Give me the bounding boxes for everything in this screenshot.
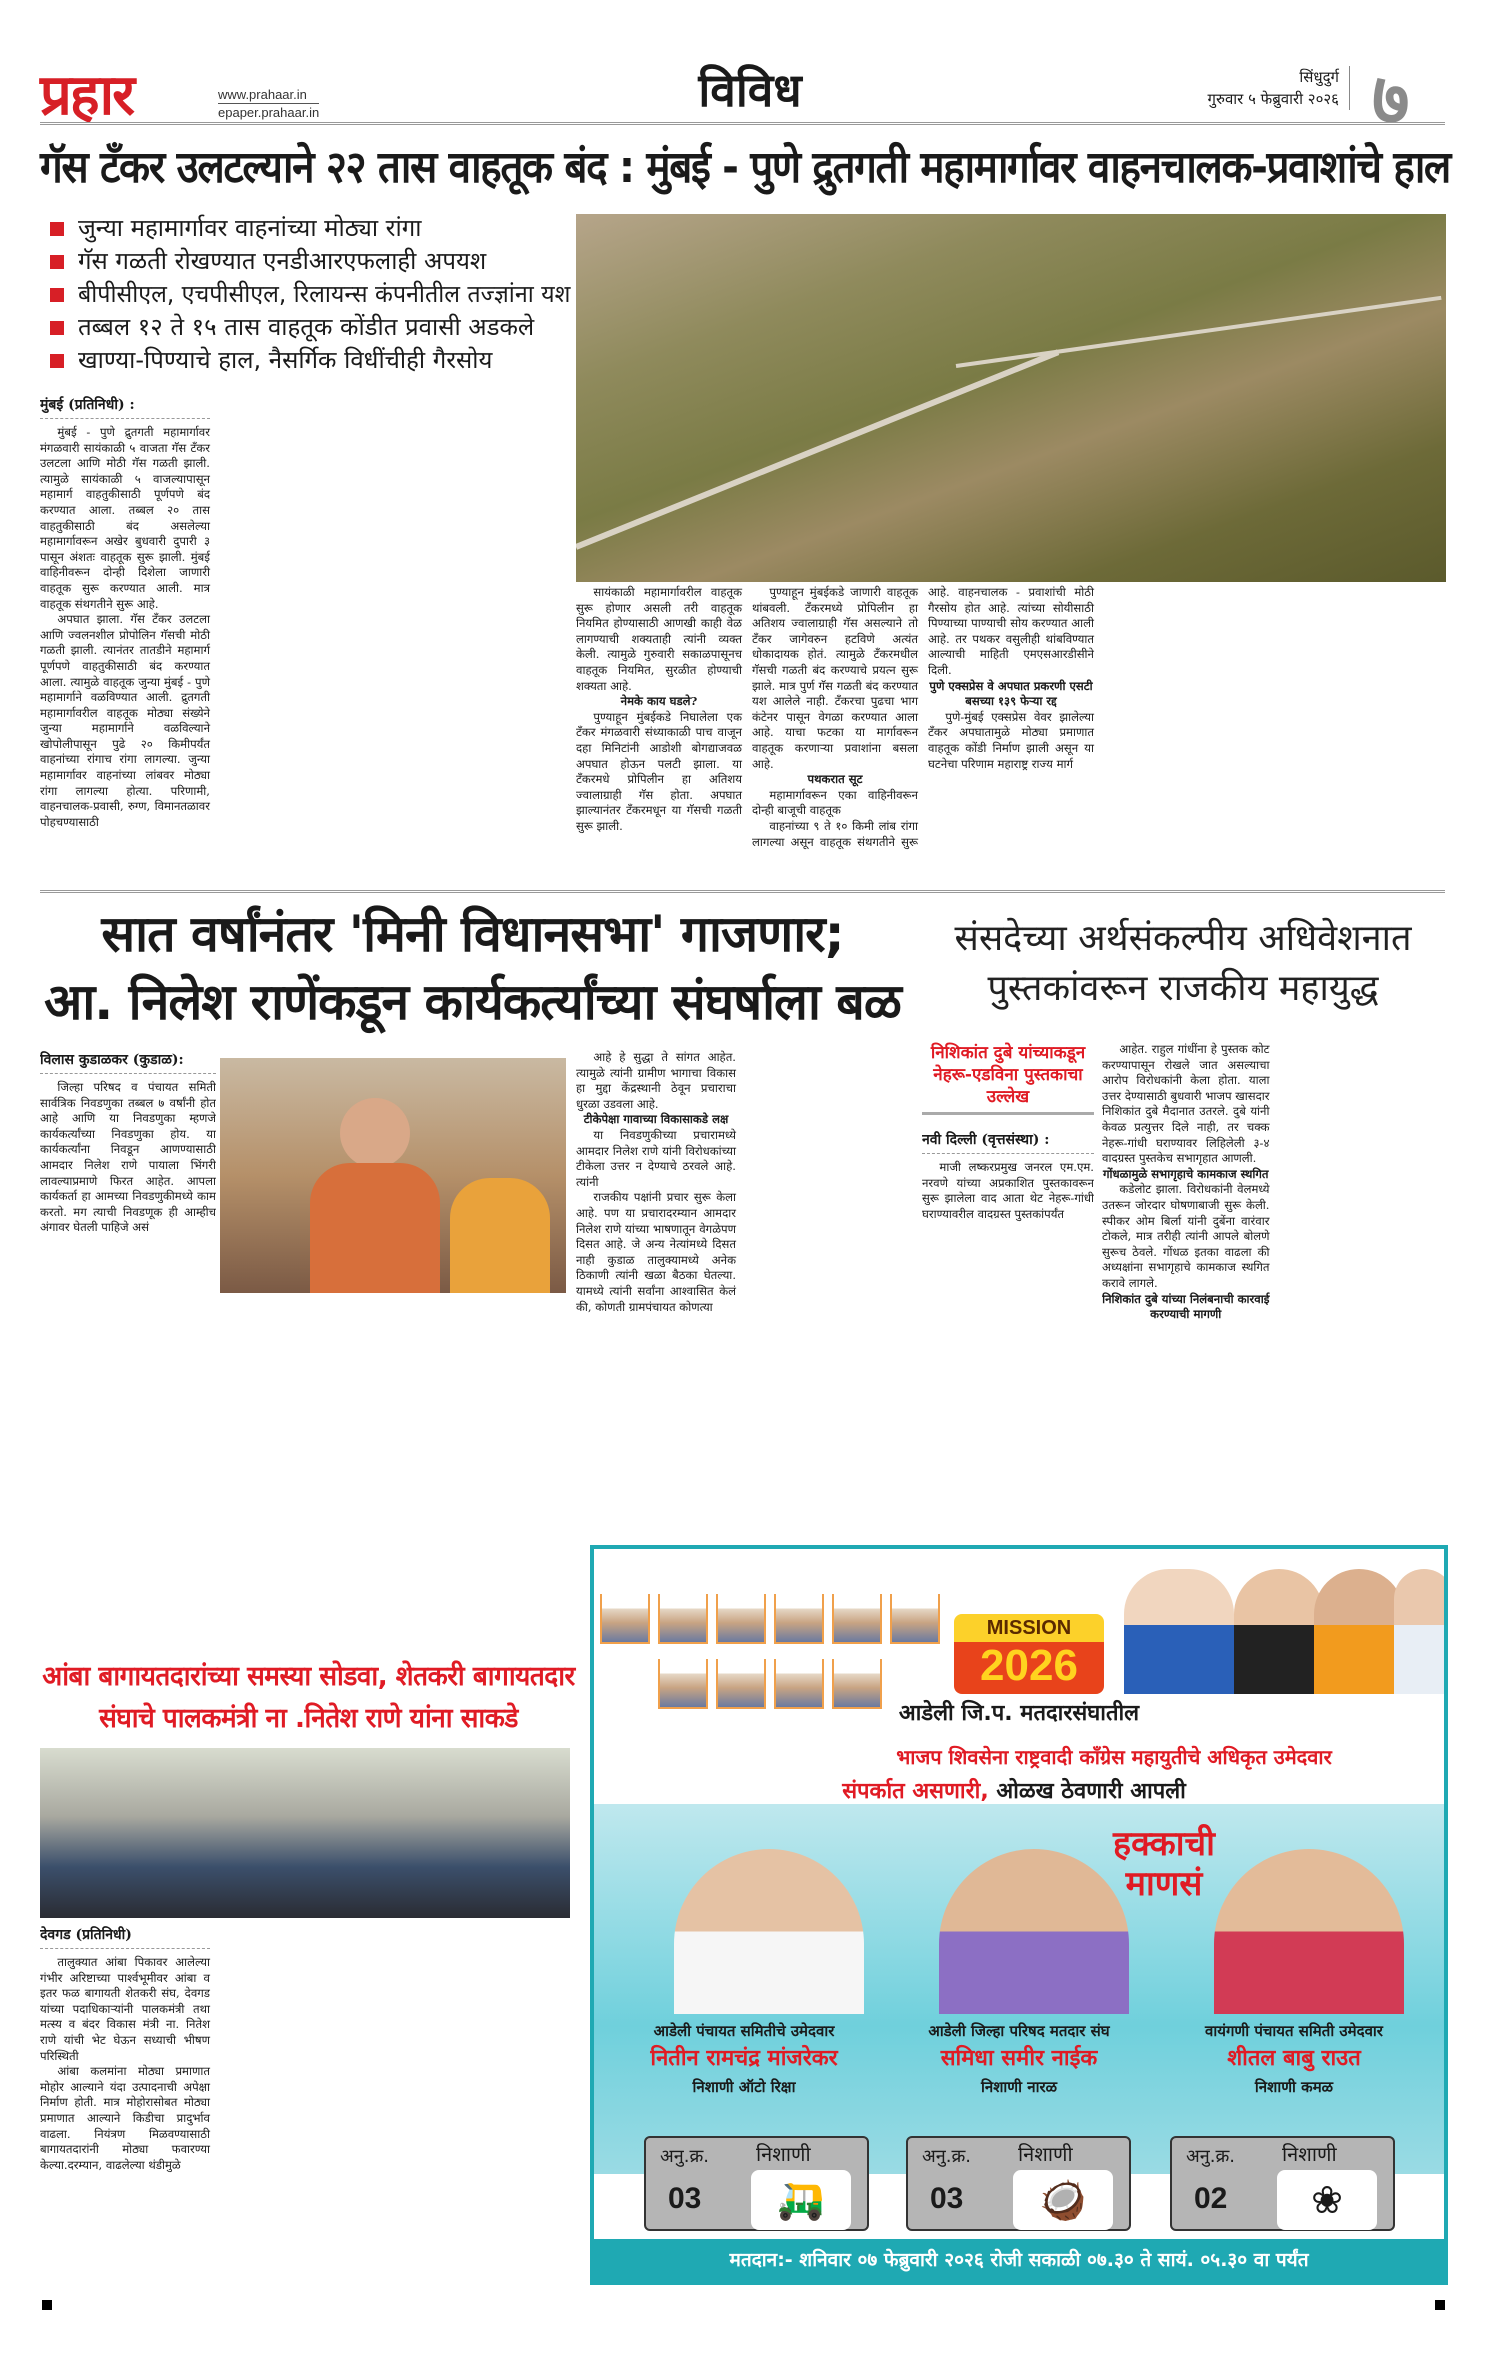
- edition-city: सिंधुदुर्ग: [1299, 68, 1339, 86]
- bullet-icon: [50, 354, 64, 368]
- divider: [40, 122, 1445, 125]
- story1-body-left: मुंबई (प्रतिनिधी) : मुंबई - पुणे द्रुतगती महामार्गावर मंगळवारी सायंकाळी ५ वाजता गॅस टँकर उलटला आणि मोठी गॅस गळती झाली. त्यामुळे सायंकाळी ५ वाजल्यापासून महामार्ग वाहतुकीसाठी पूर्णपणे बंद करण्यात आला. तब्बल २० तास वाहतुकीसाठी बंद असलेल्या महामार्गावरून अखेर बुधवारी दुपारी ३ पासून अंशतः वाहतूक सुरू झाली. मुंबई वाहिनीवरून दोन्ही दिशेला जाणारी वाहतूक सुरू करण्यात आली. मात्र वाहतूक संथगतीने सुरू आहे. अपघात झाला. गॅस टँकर उलटला आणि ज्वलनशील प्रोपोलिन गॅसची मोठी गळती झाली. त्यानंतर तातडीने महामार्ग पूर्णपणे वाहतुकीसाठी बंद करण्यात आला. त्यामुळे वाहतूक जुन्या मुंबई - पुणे महामार्गाने वळविण्यात आली. द्रुतगती महामार्गावरील वाहतूक मोठ्या संख्येने जुन्या महामार्गाने वळविल्याने खोपोलीपासून पुढे २० किमीपर्यंत वाहनांच्या रांगाच रांगा लागल्या. जुन्या महामार्गावर वाहनांच्या लांबवर मोठ्या रांगा लागल्या होत्या. परिणामी, वाहनचालक-प्रवासी, रुग्ण, विमानतळावर पोहचण्यासाठी: [40, 397, 210, 829]
- election-advertisement: [590, 1545, 1448, 2285]
- ad-alliance: भाजप शिवसेना राष्ट्रवादी कॉंग्रेस महायुतीचे अधिकृत उमेदवार: [896, 1745, 1332, 1769]
- story3-subhead-block: [922, 1042, 1094, 1121]
- story4-top: [36, 1656, 581, 1918]
- coconut-icon: 🥥: [1013, 2170, 1113, 2230]
- highlight-item: बीपीसीएल, एचपीसीएल, रिलायन्स कंपनीतील तज्ज्ञांना यश: [50, 278, 570, 311]
- mission-badge: MISSION 2026: [954, 1614, 1104, 1694]
- story2-body-col1: विलास कुडाळकर (कुडाळ): जिल्हा परिषद व पंचायत समिती सार्वत्रिक निवडणुका तब्बल ७ वर्षांनी होत आहे आणि या निवडणुका म्हणजे कार्यकर्त्यांच्या निवडणुका होय. या कार्यकर्त्यांना निवडून आणण्यासाठी आमदार निलेश राणे पायाला भिंगरी लावल्याप्रमाणे फिरत आहेत. आपला कार्यकर्ता हा आमच्या निवडणुकीमध्ये काम करतो. मग त्याची निवडणूक ही आम्हीच अंगावर घेतली पाहिजे असं: [40, 1052, 216, 1235]
- campaign-photo: [220, 1058, 566, 1293]
- ballot-box: अनु.क्र. 03 निशाणी 🥥: [906, 2136, 1131, 2231]
- ad-tagline: संपर्कात असणारी, ओळख ठेवणारी आपली: [842, 1779, 1186, 1804]
- bullet-icon: [50, 288, 64, 302]
- highlight-item: खाण्या-पिण्याचे हाल, नैसर्गिक विधींचीही गैरसोय: [50, 344, 570, 377]
- ad-slogan: हक्काची माणसं: [1113, 1824, 1215, 1904]
- edition-date: गुरुवार ५ फेब्रुवारी २०२६: [1207, 90, 1339, 108]
- registration-mark: [42, 2300, 52, 2310]
- story4-body: देवगड (प्रतिनिधी) तालुक्यात आंबा पिकावर आलेल्या गंभीर अरिष्टाच्या पार्श्वभूमीवर आंबा व इतर फळ बागायती शेतकरी संघ, देवगड यांच्या पदाधिकाऱ्यांनी पालकमंत्री तथा मत्स्य व बंदर विकास मंत्री ना. नितेश राणे यांची भेट घेऊन सध्याची भीषण परिस्थिती आंबा कलमांना मोठ्या प्रमाणात मोहोर आल्याने यंदा उत्पादनाची अपेक्षा निर्माण होती. मात्र मोहोरासोबत मोठ्या प्रमाणात आल्याने किडीचा प्रादुर्भाव वाढला. नियंत्रण मिळवण्यासाठी बागायतदारांनी मोठ्या फवारण्या केल्या.दरम्यान, वाढलेल्या थंडीमुळे: [40, 1927, 210, 2172]
- newspaper-logo: प्रहार: [40, 63, 134, 128]
- lotus-icon: ❀: [1277, 2170, 1377, 2230]
- ballot-box: अनु.क्र. 02 निशाणी ❀: [1170, 2136, 1395, 2231]
- ballot-box: अनु.क्र. 03 निशाणी 🛺: [644, 2136, 869, 2231]
- story1-body-right: सायंकाळी महामार्गावरील वाहतूक सुरू होणार असली तरी वाहतूक नियमित होण्यासाठी आणखी काही वेळ लागण्याची शक्यताही त्यांनी व्यक्त केली. त्यामुळे गुरुवारी सकाळपासूनच वाहतूक नियमित, सुरळीत होण्याची शक्यता आहे. नेमके काय घडले? पुण्याहून मुंबईकडे निघालेला एक टँकर मंगळवारी संध्याकाळी पाच वाजून दहा मिनिटांनी आडोशी बोगद्याजवळ अपघात होऊन पलटी झाला. या टँकरमधे प्रोपिलीन हा अतिशय ज्वालाग्राही गॅस होता. अपघात झाल्यानंतर टँकरमधून या गॅसची गळती सुरू झाली. पुण्याहून मुंबईकडे जाणारी वाहतूक थांबवली. टँकरमध्ये प्रोपिलीन हा अतिशय ज्वालाग्राही गॅस असल्याने तो टँकर जागेवरुन हटविणे अत्यंत धोकादायक होतं. त्यामुळे टँकरमधील गॅसची गळती बंद करण्याचे प्रयत्न सुरू झाले. मात्र पुर्ण गॅस गळती बंद करण्यात यश आलेले नाही. टँकरचा पुढचा भाग कंटेनर पासून वेगळा करण्यात आला आहे. याचा फटका या मार्गावरून वाहतूक करणाऱ्या प्रवाशांना बसला आहे. पथकरात सूट महामार्गावरून एका वाहिनीवरून दोन्ही बाजूची वाहतूक वाहनांच्या ९ ते १० किमी लांब रांगा लागल्या असून वाहतूक संथगतीने सुरू आहे. वाहनचालक - प्रवाशांची मोठी गैरसोय होत आहे. त्यांच्या सोयीसाठी पिण्याच्या पाण्याची सोय करण्यात आली आहे. तर पथकर वसुलीही थांबविण्यात आल्याची माहिती एमएसआरडीसीने दिली. पुणे एक्सप्रेस वे अपघात प्रकरणी एसटी बसच्या १३९ फेऱ्या रद्द पुणे-मुंबई एक्सप्रेस वेवर झालेल्या टँकर अपघातामुळे मोठ्या प्रमाणात वाहतूक कोंडी निर्माण झाली असून या घटनेचा परिणाम महाराष्ट्र राज्य मार्ग: [576, 585, 1094, 849]
- voting-date-banner: मतदान:- शनिवार ०७ फेब्रुवारी २०२६ रोजी सकाळी ०७.३० ते सायं. ०५.३० वा पर्यंत: [594, 2239, 1444, 2281]
- website-links: [218, 86, 319, 121]
- subheading: पथकरात सूट: [807, 772, 863, 787]
- byline: देवगड (प्रतिनिधी): [40, 1925, 210, 1949]
- story3-body-col1: नवी दिल्ली (वृत्तसंस्था) : माजी लष्करप्रमुख जनरल एम.एम. नरवणे यांच्या अप्रकाशित पुस्तकावरून सुरू झालेला वाद आता थेट नेहरू-गांधी घराण्यावरील वादग्रस्त पुस्तकांपर्यंत: [922, 1132, 1094, 1221]
- highlights-list: [50, 212, 570, 377]
- auto-rickshaw-icon: 🛺: [751, 2170, 851, 2230]
- bullet-icon: [50, 222, 64, 236]
- highlight-item: तब्बल १२ ते १५ तास वाहतूक कोंडीत प्रवासी अडकले: [50, 311, 570, 344]
- highlight-item: जुन्या महामार्गावर वाहनांच्या मोठ्या रांगा: [50, 212, 570, 245]
- byline: मुंबई (प्रतिनिधी) :: [40, 395, 210, 419]
- story2-body-right: आहे हे सुद्धा ते सांगत आहेत. त्यामुळे त्यांनी ग्रामीण भागाचा विकास हा मुद्दा केंद्रस्थानी ठेवून प्रचाराचा धुरळा उडवला आहे. टीकेपेक्षा गावाच्या विकासाकडे लक्ष या निवडणुकीच्या प्रचारामध्ये आमदार निलेश राणे यांनी विरोधकांच्या टीकेला उत्तर न देण्याचे ठरवले आहे. त्यांनी राजकीय पक्षांनी प्रचार सुरू केला आहे. पण या प्रचारादरम्यान आमदार निलेश राणे यांच्या भाषणातून वेगळेपण दिसत आहे. जे अन्य नेत्यांमध्ये दिसत नाही कुडाळ तालुक्यामध्ये अनेक ठिकाणी त्यांनी खळा बैठका घेतल्या. यामध्ये त्यांनी सर्वांना आश्वासित केलं की, कोणती ग्रामपंचायत कोणत्या: [576, 1050, 736, 1314]
- bullet-icon: [50, 255, 64, 269]
- highway-traffic-photo: [576, 214, 1446, 582]
- bullet-icon: [50, 321, 64, 335]
- candidate-caption: आडेली जिल्हा परिषद मतदार संघ समिधा समीर नाईक निशाणी नारळ: [928, 2022, 1110, 2096]
- candidate-caption: आडेली पंचायत समितीचे उमेदवार नितीन रामचंद्र मांजरेकर निशाणी ऑटो रिक्षा: [650, 2022, 838, 2096]
- subheading: निशिकांत दुबे यांच्या निलंबनाची कारवाई करण्याची मागणी: [1102, 1291, 1270, 1322]
- byline: विलास कुडाळकर (कुडाळ):: [40, 1050, 216, 1074]
- lead-headline: गॅस टँकर उलटल्याने २२ तास वाहतूक बंद : मुंबई - पुणे द्रुतगती महामार्गावर वाहनचालक-प्रवाशांचे हाल: [40, 142, 1450, 193]
- story3-headline: संसदेच्या अर्थसंकल्पीय अधिवेशनात पुस्तकांवरून राजकीय महायुद्ध: [954, 918, 1412, 1009]
- highlight-item: गॅस गळती रोखण्यात एनडीआरएफलाही अपयश: [50, 245, 570, 278]
- epaper-url[interactable]: epaper.prahaar.in: [218, 105, 320, 120]
- edition-info: [1150, 66, 1350, 110]
- ad-constituency: आडेली जि.प. मतदारसंघातील: [898, 1701, 1140, 1726]
- story4-headline: आंबा बागायतदारांच्या समस्या सोडवा, शेतकरी बागायतदार संघाचे पालकमंत्री ना .नितेश राणे यांना साकडे: [42, 1661, 575, 1734]
- meeting-photo: [40, 1748, 570, 1918]
- candidate-caption: वायंगणी पंचायत समिती उमेदवार शीतल बाबु राउत निशाणी कमळ: [1205, 2022, 1383, 2096]
- website-url[interactable]: www.prahaar.in: [218, 86, 319, 104]
- page-number: ७: [1372, 57, 1410, 141]
- divider: [40, 890, 1445, 893]
- byline: नवी दिल्ली (वृत्तसंस्था) :: [922, 1130, 1094, 1154]
- subheading: नेमके काय घडले?: [620, 694, 698, 709]
- section-title: विविध: [698, 63, 802, 117]
- story3-body-right: आहेत. राहुल गांधींना हे पुस्तक कोट करण्यापासून रोखले जात असल्याचा आरोप विरोधकांनी केला होता. याला उत्तर देण्यासाठी बुधवारी भाजप खासदार निशिकांत दुबे मैदानात उतरले. दुबे यांनी केवळ प्रत्युत्तर दिले नाही, तर चक्क नेहरू-गांधी घराण्यावर लिहिलेली ३-४ वादग्रस्त पुस्तकेच सभागृहात आणली. गोंधळामुळे सभागृहाचे कामकाज स्थगित कडेलोट झाला. विरोधकांनी वेलमध्ये उतरून जोरदार घोषणाबाजी सुरू केली. स्पीकर ओम बिर्ला यांनी दुबेंना वारंवार टोकले, मात्र तरीही त्यांनी आपले बोलणे सुरूच ठेवले. गोंधळ इतका वाढला की अध्यक्षांना सभागृहाचे कामकाज स्थगित करावे लागले. निशिकांत दुबे यांच्या निलंबनाची कारवाई करण्याची मागणी: [1102, 1042, 1270, 1322]
- story2-headline: सात वर्षांनंतर 'मिनी विधानसभा' गाजणार; आ. निलेश राणेंकडून कार्यकर्त्यांच्या संघर्षाला बळ: [44, 905, 901, 1031]
- registration-mark: [1435, 2300, 1445, 2310]
- subheading: गोंधळामुळे सभागृहाचे कामकाज स्थगित: [1102, 1166, 1269, 1181]
- story3-subhead: निशिकांत दुबे यांच्याकडून नेहरू-एडविना पुस्तकाचा उल्लेख: [922, 1042, 1094, 1115]
- subheading: पुणे एक्सप्रेस वे अपघात प्रकरणी एसटी बसच्या १३९ फेऱ्या रद्द: [929, 678, 1093, 709]
- subheading: टीकेपेक्षा गावाच्या विकासाकडे लक्ष: [583, 1112, 729, 1127]
